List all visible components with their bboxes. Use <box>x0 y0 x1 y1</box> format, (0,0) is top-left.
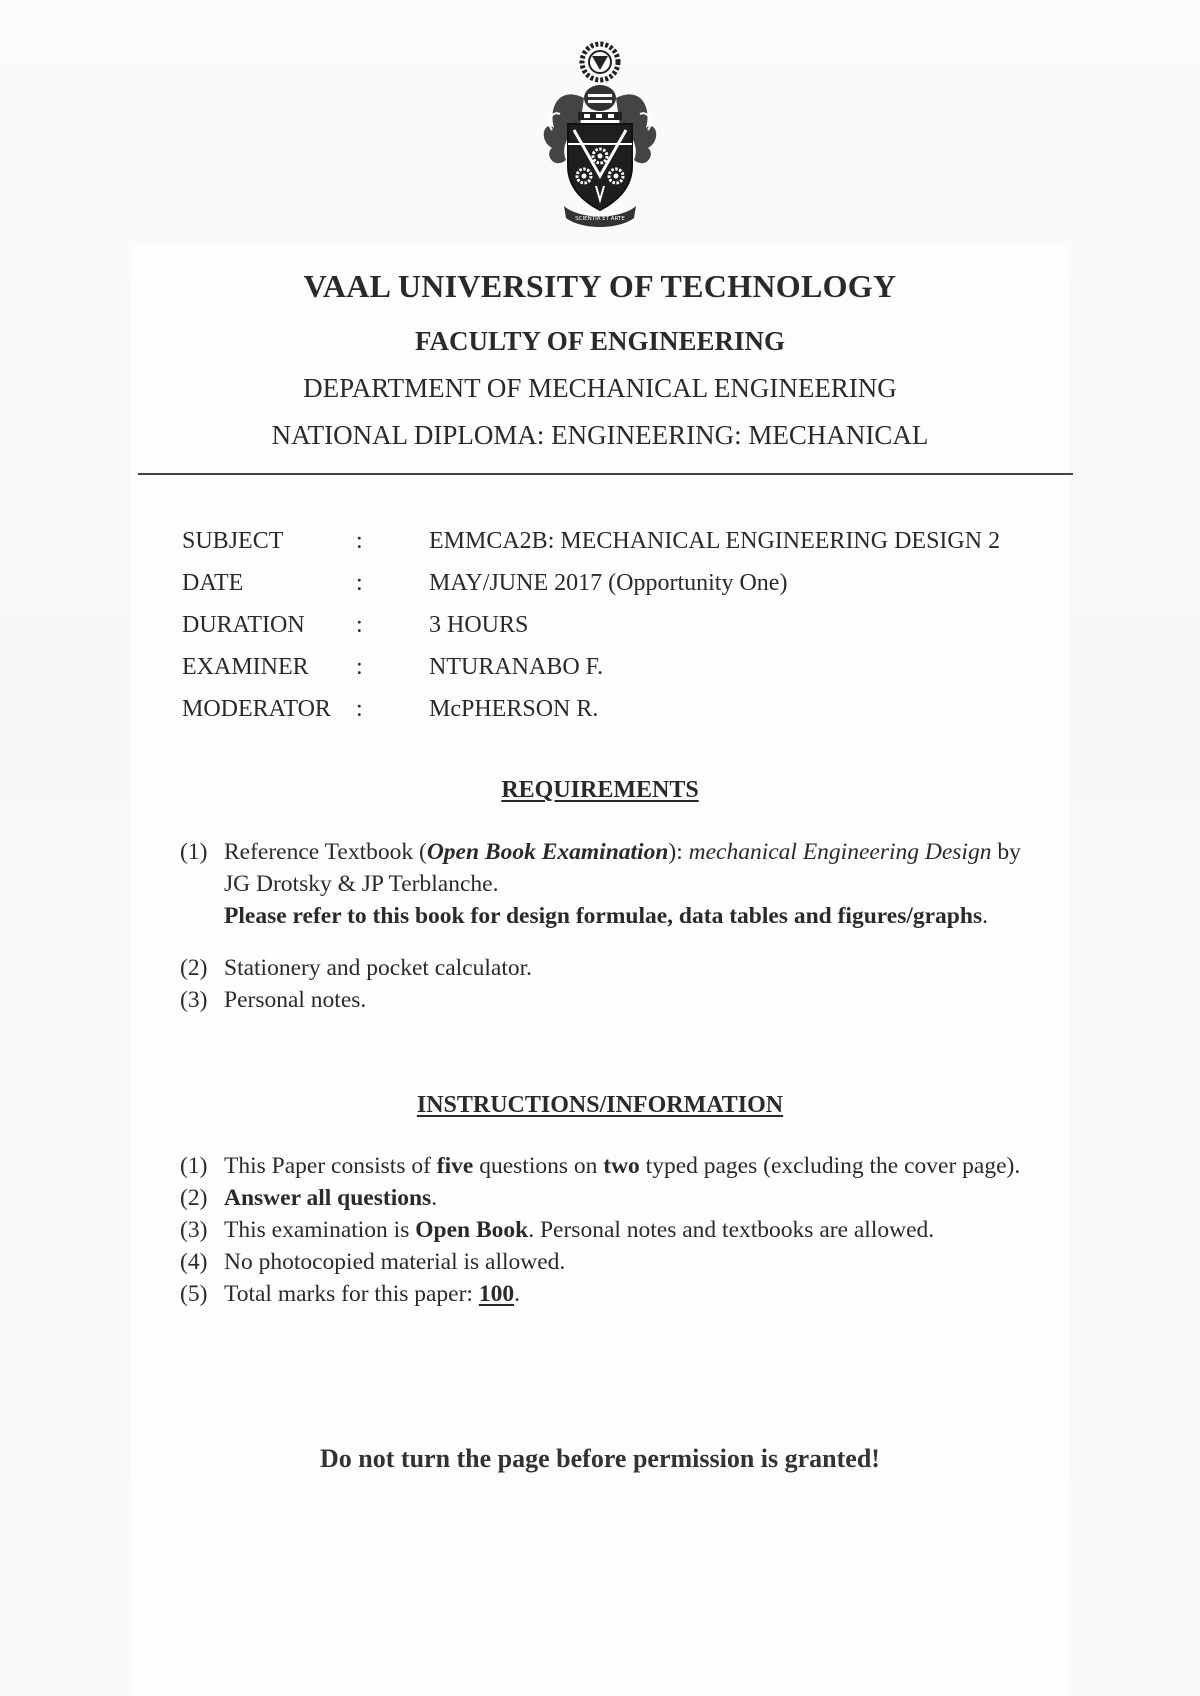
open-book-emphasis: Open Book Examination <box>426 839 669 865</box>
text-run: . <box>982 903 988 929</box>
instruction-item <box>180 1182 1080 1214</box>
item-number: (3) <box>180 1217 208 1243</box>
requirement-line-2: JG Drotsky & JP Terblanche. <box>224 871 499 897</box>
item-number: (4) <box>180 1249 208 1275</box>
text-run: No photocopied material is allowed. <box>224 1249 566 1275</box>
requirements-list <box>180 836 1060 1016</box>
info-colon: : <box>356 612 363 638</box>
question-count: five <box>436 1153 474 1179</box>
requirement-line-1 <box>224 836 1060 868</box>
crest-motto: SCIENTIA ET ARTE <box>575 216 625 222</box>
info-colon: : <box>356 528 363 554</box>
header-divider <box>138 473 1073 475</box>
info-label: DATE <box>182 570 244 596</box>
requirement-text: Stationery and pocket calculator. <box>224 955 533 981</box>
instruction-item <box>180 1246 1080 1278</box>
instructions-list <box>180 1150 1080 1310</box>
text-run: . <box>514 1281 520 1307</box>
open-book-note: Open Book <box>415 1217 529 1243</box>
item-number: (5) <box>180 1281 208 1307</box>
instructions-heading: INSTRUCTIONS/INFORMATION <box>416 1092 784 1118</box>
requirement-item <box>180 836 1060 932</box>
instruction-item <box>180 1278 1080 1310</box>
info-value: MAY/JUNE 2017 (Opportunity One) <box>429 570 788 596</box>
permission-notice: Do not turn the page before permission is granted! <box>320 1444 880 1473</box>
total-marks: 100 <box>478 1281 515 1307</box>
info-colon: : <box>356 654 363 680</box>
info-colon: : <box>356 570 363 596</box>
requirements-heading: REQUIREMENTS <box>501 777 699 803</box>
text-run: ): <box>668 839 689 865</box>
info-value: EMMCA2B: MECHANICAL ENGINEERING DESIGN 2 <box>429 528 1001 554</box>
text-run: typed pages (excluding the cover page). <box>639 1153 1021 1179</box>
item-number: (3) <box>180 987 208 1013</box>
faculty-title: FACULTY OF ENGINEERING <box>414 326 786 356</box>
programme-title: NATIONAL DIPLOMA: ENGINEERING: MECHANICAL <box>271 420 929 450</box>
university-crest-logo <box>530 36 670 236</box>
item-number: (1) <box>180 1153 208 1179</box>
requirement-item <box>180 952 1060 984</box>
instruction-item <box>180 1214 1080 1246</box>
text-run: questions on <box>473 1153 604 1179</box>
info-label: DURATION <box>182 612 305 638</box>
requirement-text: Personal notes. <box>224 987 367 1013</box>
answer-all-note: Answer all questions <box>224 1185 432 1211</box>
page-count: two <box>603 1153 640 1179</box>
spacer <box>180 932 1060 952</box>
info-label: SUBJECT <box>182 528 284 554</box>
info-value: McPHERSON R. <box>429 696 599 722</box>
text-run: This Paper consists of <box>224 1153 437 1179</box>
info-value: NTURANABO F. <box>429 654 604 680</box>
info-colon: : <box>356 696 363 722</box>
text-run: by <box>991 839 1021 865</box>
info-label: MODERATOR <box>182 696 331 722</box>
instruction-item <box>180 1150 1080 1182</box>
info-label: EXAMINER <box>182 654 309 680</box>
info-value: 3 HOURS <box>429 612 529 638</box>
item-number: (2) <box>180 1185 208 1211</box>
refer-note: Please refer to this book for design formulae, data tables and figures/graphs <box>224 903 983 929</box>
textbook-title: mechanical Engineering Design <box>688 839 992 865</box>
requirement-item <box>180 984 1060 1016</box>
department-title: DEPARTMENT OF MECHANICAL ENGINEERING <box>303 373 897 403</box>
text-run: Total marks for this paper: <box>224 1281 479 1307</box>
text-run: Reference Textbook ( <box>224 839 427 865</box>
text-run: This examination is <box>224 1217 416 1243</box>
item-number: (2) <box>180 955 208 981</box>
text-run: . <box>431 1185 438 1211</box>
text-run: . Personal notes and textbooks are allowed. <box>528 1217 935 1243</box>
item-number: (1) <box>180 839 208 865</box>
requirement-line-3 <box>224 900 1060 932</box>
university-title: VAAL UNIVERSITY OF TECHNOLOGY <box>303 268 897 304</box>
